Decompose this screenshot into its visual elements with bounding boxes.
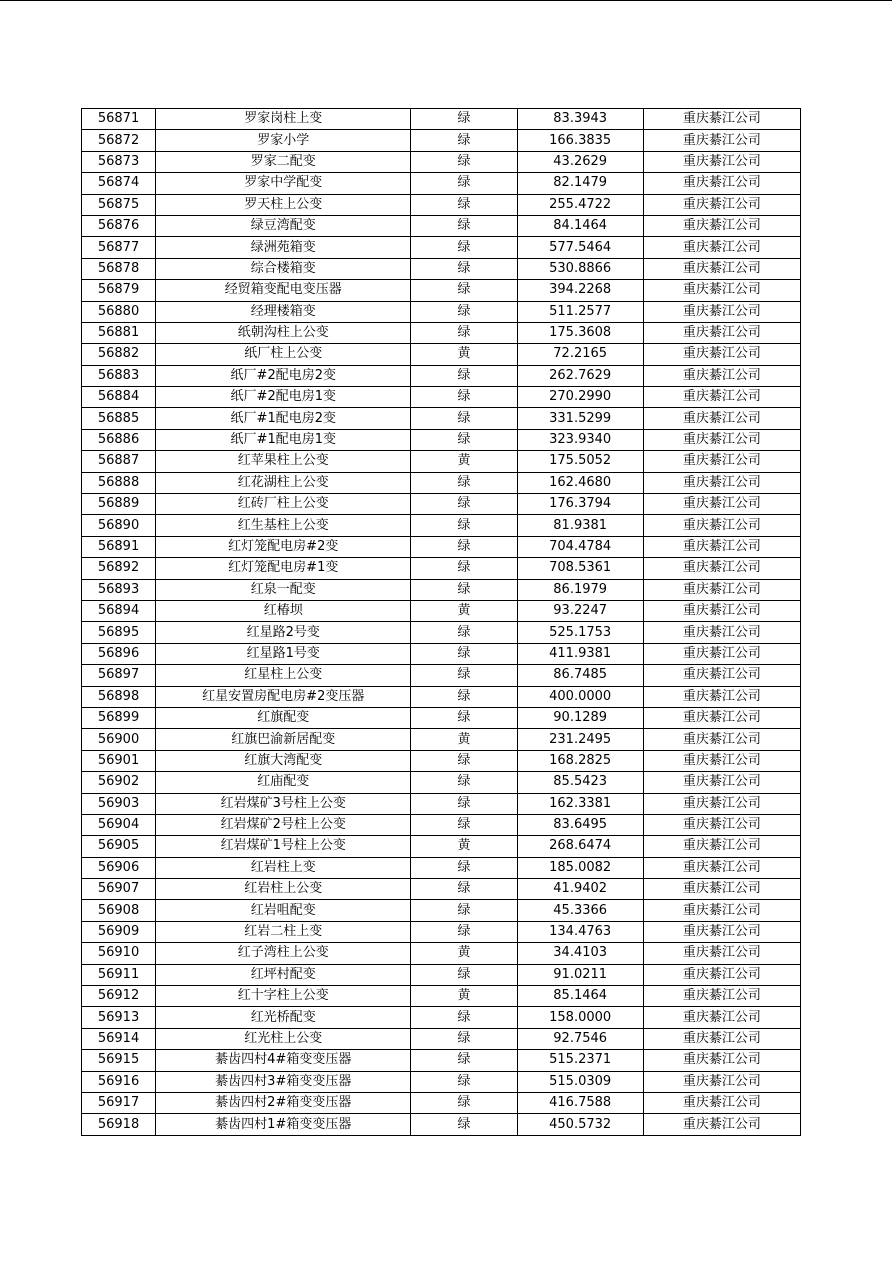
- station-name-cell: 红岩煤矿1号柱上公变: [156, 836, 411, 857]
- status-color-cell: 绿: [411, 1050, 517, 1071]
- station-name-cell: 综合楼箱变: [156, 258, 411, 279]
- status-color-cell: 绿: [411, 365, 517, 386]
- company-cell: 重庆綦江公司: [643, 772, 800, 793]
- station-name-cell: 红旗配变: [156, 707, 411, 728]
- status-color-cell: 绿: [411, 643, 517, 664]
- station-name-cell: 红光柱上公变: [156, 1028, 411, 1049]
- table-row: [82, 900, 801, 921]
- row-id-cell: 56915: [82, 1050, 156, 1071]
- value-cell: 525.1753: [517, 622, 643, 643]
- table-row: [82, 1092, 801, 1113]
- value-cell: 134.4763: [517, 921, 643, 942]
- station-name-cell: 红生基柱上公变: [156, 515, 411, 536]
- company-cell: 重庆綦江公司: [643, 750, 800, 771]
- value-cell: 323.9340: [517, 429, 643, 450]
- value-cell: 175.5052: [517, 451, 643, 472]
- status-color-cell: 绿: [411, 686, 517, 707]
- status-color-cell: 绿: [411, 173, 517, 194]
- table-row: [82, 772, 801, 793]
- table-row: [82, 237, 801, 258]
- table-row: [82, 600, 801, 621]
- station-name-cell: 红子湾柱上公变: [156, 943, 411, 964]
- station-name-cell: 红岩煤矿3号柱上公变: [156, 793, 411, 814]
- row-id-cell: 56903: [82, 793, 156, 814]
- value-cell: 81.9381: [517, 515, 643, 536]
- company-cell: 重庆綦江公司: [643, 515, 800, 536]
- value-cell: 86.1979: [517, 579, 643, 600]
- station-name-cell: 红星路2号变: [156, 622, 411, 643]
- station-name-cell: 红坪村配变: [156, 964, 411, 985]
- company-cell: 重庆綦江公司: [643, 344, 800, 365]
- table-row: [82, 1007, 801, 1028]
- value-cell: 577.5464: [517, 237, 643, 258]
- station-name-cell: 红旗巴渝新居配变: [156, 729, 411, 750]
- company-cell: 重庆綦江公司: [643, 857, 800, 878]
- status-color-cell: 绿: [411, 857, 517, 878]
- table-row: [82, 964, 801, 985]
- value-cell: 158.0000: [517, 1007, 643, 1028]
- value-cell: 166.3835: [517, 130, 643, 151]
- table-row: [82, 707, 801, 728]
- company-cell: 重庆綦江公司: [643, 451, 800, 472]
- value-cell: 92.7546: [517, 1028, 643, 1049]
- status-color-cell: 绿: [411, 814, 517, 835]
- company-cell: 重庆綦江公司: [643, 472, 800, 493]
- status-color-cell: 黄: [411, 986, 517, 1007]
- company-cell: 重庆綦江公司: [643, 1071, 800, 1092]
- status-color-cell: 绿: [411, 387, 517, 408]
- table-row: [82, 986, 801, 1007]
- company-cell: 重庆綦江公司: [643, 194, 800, 215]
- row-id-cell: 56874: [82, 173, 156, 194]
- row-id-cell: 56902: [82, 772, 156, 793]
- value-cell: 255.4722: [517, 194, 643, 215]
- station-name-cell: 红光桥配变: [156, 1007, 411, 1028]
- company-cell: 重庆綦江公司: [643, 322, 800, 343]
- status-color-cell: 绿: [411, 280, 517, 301]
- value-cell: 45.3366: [517, 900, 643, 921]
- company-cell: 重庆綦江公司: [643, 665, 800, 686]
- table-row: [82, 215, 801, 236]
- company-cell: 重庆綦江公司: [643, 408, 800, 429]
- company-cell: 重庆綦江公司: [643, 1114, 800, 1135]
- value-cell: 268.6474: [517, 836, 643, 857]
- row-id-cell: 56896: [82, 643, 156, 664]
- row-id-cell: 56880: [82, 301, 156, 322]
- value-cell: 85.5423: [517, 772, 643, 793]
- company-cell: 重庆綦江公司: [643, 558, 800, 579]
- table-row: [82, 151, 801, 172]
- value-cell: 162.4680: [517, 472, 643, 493]
- station-name-cell: 绿洲苑箱变: [156, 237, 411, 258]
- status-color-cell: 绿: [411, 130, 517, 151]
- status-color-cell: 绿: [411, 900, 517, 921]
- company-cell: 重庆綦江公司: [643, 793, 800, 814]
- station-name-cell: 红岩咀配变: [156, 900, 411, 921]
- row-id-cell: 56894: [82, 600, 156, 621]
- table-row: [82, 729, 801, 750]
- table-row: [82, 536, 801, 557]
- status-color-cell: 绿: [411, 879, 517, 900]
- value-cell: 185.0082: [517, 857, 643, 878]
- table-row: [82, 814, 801, 835]
- station-name-cell: 罗家中学配变: [156, 173, 411, 194]
- value-cell: 270.2990: [517, 387, 643, 408]
- row-id-cell: 56901: [82, 750, 156, 771]
- value-cell: 162.3381: [517, 793, 643, 814]
- row-id-cell: 56912: [82, 986, 156, 1007]
- table-row: [82, 665, 801, 686]
- value-cell: 90.1289: [517, 707, 643, 728]
- value-cell: 515.0309: [517, 1071, 643, 1092]
- table-row: [82, 793, 801, 814]
- row-id-cell: 56893: [82, 579, 156, 600]
- page-top-border: [0, 0, 892, 1]
- status-color-cell: 绿: [411, 194, 517, 215]
- status-color-cell: 黄: [411, 729, 517, 750]
- station-name-cell: 罗家小学: [156, 130, 411, 151]
- table-body: [82, 109, 801, 1136]
- row-id-cell: 56878: [82, 258, 156, 279]
- value-cell: 231.2495: [517, 729, 643, 750]
- table-row: [82, 1050, 801, 1071]
- company-cell: 重庆綦江公司: [643, 986, 800, 1007]
- company-cell: 重庆綦江公司: [643, 622, 800, 643]
- company-cell: 重庆綦江公司: [643, 921, 800, 942]
- value-cell: 34.4103: [517, 943, 643, 964]
- value-cell: 175.3608: [517, 322, 643, 343]
- station-name-cell: 绿豆湾配变: [156, 215, 411, 236]
- station-name-cell: 红星安置房配电房#2变压器: [156, 686, 411, 707]
- row-id-cell: 56883: [82, 365, 156, 386]
- row-id-cell: 56884: [82, 387, 156, 408]
- status-color-cell: 绿: [411, 793, 517, 814]
- table-row: [82, 1114, 801, 1135]
- row-id-cell: 56910: [82, 943, 156, 964]
- row-id-cell: 56875: [82, 194, 156, 215]
- status-color-cell: 绿: [411, 1028, 517, 1049]
- status-color-cell: 黄: [411, 451, 517, 472]
- table-row: [82, 365, 801, 386]
- row-id-cell: 56871: [82, 109, 156, 130]
- row-id-cell: 56872: [82, 130, 156, 151]
- row-id-cell: 56918: [82, 1114, 156, 1135]
- status-color-cell: 绿: [411, 750, 517, 771]
- table-row: [82, 622, 801, 643]
- value-cell: 83.6495: [517, 814, 643, 835]
- company-cell: 重庆綦江公司: [643, 237, 800, 258]
- table-row: [82, 429, 801, 450]
- row-id-cell: 56907: [82, 879, 156, 900]
- company-cell: 重庆綦江公司: [643, 879, 800, 900]
- table-row: [82, 579, 801, 600]
- company-cell: 重庆綦江公司: [643, 494, 800, 515]
- row-id-cell: 56917: [82, 1092, 156, 1113]
- status-color-cell: 绿: [411, 515, 517, 536]
- status-color-cell: 绿: [411, 1114, 517, 1135]
- row-id-cell: 56906: [82, 857, 156, 878]
- company-cell: 重庆綦江公司: [643, 579, 800, 600]
- station-name-cell: 红十字柱上公变: [156, 986, 411, 1007]
- station-name-cell: 经贸箱变配电变压器: [156, 280, 411, 301]
- company-cell: 重庆綦江公司: [643, 814, 800, 835]
- row-id-cell: 56897: [82, 665, 156, 686]
- table-row: [82, 515, 801, 536]
- row-id-cell: 56908: [82, 900, 156, 921]
- row-id-cell: 56914: [82, 1028, 156, 1049]
- station-name-cell: 红岩柱上公变: [156, 879, 411, 900]
- table-row: [82, 472, 801, 493]
- value-cell: 84.1464: [517, 215, 643, 236]
- table-row: [82, 280, 801, 301]
- company-cell: 重庆綦江公司: [643, 151, 800, 172]
- station-name-cell: 纸厂#1配电房2变: [156, 408, 411, 429]
- station-name-cell: 綦齿四村4#箱变变压器: [156, 1050, 411, 1071]
- table-row: [82, 344, 801, 365]
- station-name-cell: 罗家二配变: [156, 151, 411, 172]
- status-color-cell: 绿: [411, 772, 517, 793]
- status-color-cell: 黄: [411, 836, 517, 857]
- table-row: [82, 173, 801, 194]
- transformer-table: [81, 108, 801, 1136]
- table-row: [82, 836, 801, 857]
- table-row: [82, 750, 801, 771]
- status-color-cell: 绿: [411, 215, 517, 236]
- station-name-cell: 经理楼箱变: [156, 301, 411, 322]
- status-color-cell: 绿: [411, 322, 517, 343]
- row-id-cell: 56911: [82, 964, 156, 985]
- value-cell: 450.5732: [517, 1114, 643, 1135]
- table-row: [82, 857, 801, 878]
- table-row: [82, 1071, 801, 1092]
- row-id-cell: 56891: [82, 536, 156, 557]
- company-cell: 重庆綦江公司: [643, 686, 800, 707]
- row-id-cell: 56890: [82, 515, 156, 536]
- company-cell: 重庆綦江公司: [643, 1092, 800, 1113]
- station-name-cell: 綦齿四村3#箱变变压器: [156, 1071, 411, 1092]
- company-cell: 重庆綦江公司: [643, 387, 800, 408]
- station-name-cell: 红星柱上公变: [156, 665, 411, 686]
- station-name-cell: 红椿坝: [156, 600, 411, 621]
- row-id-cell: 56898: [82, 686, 156, 707]
- company-cell: 重庆綦江公司: [643, 173, 800, 194]
- row-id-cell: 56886: [82, 429, 156, 450]
- station-name-cell: 红岩煤矿2号柱上公变: [156, 814, 411, 835]
- station-name-cell: 綦齿四村1#箱变变压器: [156, 1114, 411, 1135]
- status-color-cell: 绿: [411, 707, 517, 728]
- station-name-cell: 纸朝沟柱上公变: [156, 322, 411, 343]
- status-color-cell: 绿: [411, 964, 517, 985]
- company-cell: 重庆綦江公司: [643, 943, 800, 964]
- table-row: [82, 451, 801, 472]
- station-name-cell: 红岩二柱上变: [156, 921, 411, 942]
- company-cell: 重庆綦江公司: [643, 280, 800, 301]
- row-id-cell: 56900: [82, 729, 156, 750]
- value-cell: 511.2577: [517, 301, 643, 322]
- company-cell: 重庆綦江公司: [643, 707, 800, 728]
- station-name-cell: 红岩柱上变: [156, 857, 411, 878]
- row-id-cell: 56887: [82, 451, 156, 472]
- row-id-cell: 56889: [82, 494, 156, 515]
- status-color-cell: 绿: [411, 109, 517, 130]
- value-cell: 85.1464: [517, 986, 643, 1007]
- value-cell: 168.2825: [517, 750, 643, 771]
- status-color-cell: 绿: [411, 408, 517, 429]
- table-row: [82, 322, 801, 343]
- row-id-cell: 56877: [82, 237, 156, 258]
- station-name-cell: 红灯笼配电房#2变: [156, 536, 411, 557]
- value-cell: 262.7629: [517, 365, 643, 386]
- station-name-cell: 纸厂柱上公变: [156, 344, 411, 365]
- status-color-cell: 绿: [411, 1092, 517, 1113]
- status-color-cell: 黄: [411, 943, 517, 964]
- row-id-cell: 56913: [82, 1007, 156, 1028]
- status-color-cell: 绿: [411, 258, 517, 279]
- station-name-cell: 红灯笼配电房#1变: [156, 558, 411, 579]
- company-cell: 重庆綦江公司: [643, 301, 800, 322]
- row-id-cell: 56888: [82, 472, 156, 493]
- station-name-cell: 罗天柱上公变: [156, 194, 411, 215]
- station-name-cell: 纸厂#2配电房2变: [156, 365, 411, 386]
- status-color-cell: 绿: [411, 472, 517, 493]
- row-id-cell: 56895: [82, 622, 156, 643]
- station-name-cell: 红旗大湾配变: [156, 750, 411, 771]
- value-cell: 72.2165: [517, 344, 643, 365]
- status-color-cell: 绿: [411, 151, 517, 172]
- company-cell: 重庆綦江公司: [643, 258, 800, 279]
- value-cell: 43.2629: [517, 151, 643, 172]
- table-row: [82, 643, 801, 664]
- station-name-cell: 红星路1号变: [156, 643, 411, 664]
- status-color-cell: 绿: [411, 536, 517, 557]
- value-cell: 41.9402: [517, 879, 643, 900]
- status-color-cell: 绿: [411, 1007, 517, 1028]
- row-id-cell: 56905: [82, 836, 156, 857]
- company-cell: 重庆綦江公司: [643, 600, 800, 621]
- status-color-cell: 黄: [411, 600, 517, 621]
- value-cell: 83.3943: [517, 109, 643, 130]
- status-color-cell: 绿: [411, 237, 517, 258]
- company-cell: 重庆綦江公司: [643, 536, 800, 557]
- table-row: [82, 301, 801, 322]
- table-row: [82, 408, 801, 429]
- row-id-cell: 56885: [82, 408, 156, 429]
- table-row: [82, 109, 801, 130]
- table-row: [82, 194, 801, 215]
- station-name-cell: 罗家岗柱上变: [156, 109, 411, 130]
- station-name-cell: 红花湖柱上公变: [156, 472, 411, 493]
- company-cell: 重庆綦江公司: [643, 130, 800, 151]
- company-cell: 重庆綦江公司: [643, 900, 800, 921]
- value-cell: 176.3794: [517, 494, 643, 515]
- station-name-cell: 红泉一配变: [156, 579, 411, 600]
- value-cell: 86.7485: [517, 665, 643, 686]
- row-id-cell: 56873: [82, 151, 156, 172]
- status-color-cell: 绿: [411, 558, 517, 579]
- value-cell: 515.2371: [517, 1050, 643, 1071]
- table-row: [82, 258, 801, 279]
- company-cell: 重庆綦江公司: [643, 429, 800, 450]
- value-cell: 708.5361: [517, 558, 643, 579]
- row-id-cell: 56909: [82, 921, 156, 942]
- table-row: [82, 558, 801, 579]
- station-name-cell: 綦齿四村2#箱变变压器: [156, 1092, 411, 1113]
- company-cell: 重庆綦江公司: [643, 1007, 800, 1028]
- row-id-cell: 56881: [82, 322, 156, 343]
- company-cell: 重庆綦江公司: [643, 365, 800, 386]
- table-row: [82, 494, 801, 515]
- status-color-cell: 绿: [411, 622, 517, 643]
- value-cell: 530.8866: [517, 258, 643, 279]
- status-color-cell: 黄: [411, 344, 517, 365]
- table-row: [82, 1028, 801, 1049]
- station-name-cell: 红庙配变: [156, 772, 411, 793]
- value-cell: 704.4784: [517, 536, 643, 557]
- row-id-cell: 56899: [82, 707, 156, 728]
- company-cell: 重庆綦江公司: [643, 964, 800, 985]
- company-cell: 重庆綦江公司: [643, 215, 800, 236]
- table-row: [82, 130, 801, 151]
- status-color-cell: 绿: [411, 301, 517, 322]
- value-cell: 400.0000: [517, 686, 643, 707]
- company-cell: 重庆綦江公司: [643, 643, 800, 664]
- status-color-cell: 绿: [411, 429, 517, 450]
- value-cell: 416.7588: [517, 1092, 643, 1113]
- table-row: [82, 943, 801, 964]
- table-row: [82, 879, 801, 900]
- status-color-cell: 绿: [411, 1071, 517, 1092]
- row-id-cell: 56876: [82, 215, 156, 236]
- company-cell: 重庆綦江公司: [643, 1050, 800, 1071]
- status-color-cell: 绿: [411, 665, 517, 686]
- status-color-cell: 绿: [411, 921, 517, 942]
- value-cell: 394.2268: [517, 280, 643, 301]
- value-cell: 93.2247: [517, 600, 643, 621]
- row-id-cell: 56882: [82, 344, 156, 365]
- value-cell: 411.9381: [517, 643, 643, 664]
- row-id-cell: 56916: [82, 1071, 156, 1092]
- table-row: [82, 387, 801, 408]
- status-color-cell: 绿: [411, 579, 517, 600]
- company-cell: 重庆綦江公司: [643, 1028, 800, 1049]
- table-row: [82, 686, 801, 707]
- company-cell: 重庆綦江公司: [643, 836, 800, 857]
- row-id-cell: 56904: [82, 814, 156, 835]
- station-name-cell: 纸厂#1配电房1变: [156, 429, 411, 450]
- company-cell: 重庆綦江公司: [643, 729, 800, 750]
- value-cell: 82.1479: [517, 173, 643, 194]
- value-cell: 331.5299: [517, 408, 643, 429]
- station-name-cell: 纸厂#2配电房1变: [156, 387, 411, 408]
- value-cell: 91.0211: [517, 964, 643, 985]
- station-name-cell: 红苹果柱上公变: [156, 451, 411, 472]
- station-name-cell: 红砖厂柱上公变: [156, 494, 411, 515]
- row-id-cell: 56879: [82, 280, 156, 301]
- company-cell: 重庆綦江公司: [643, 109, 800, 130]
- status-color-cell: 绿: [411, 494, 517, 515]
- row-id-cell: 56892: [82, 558, 156, 579]
- table-row: [82, 921, 801, 942]
